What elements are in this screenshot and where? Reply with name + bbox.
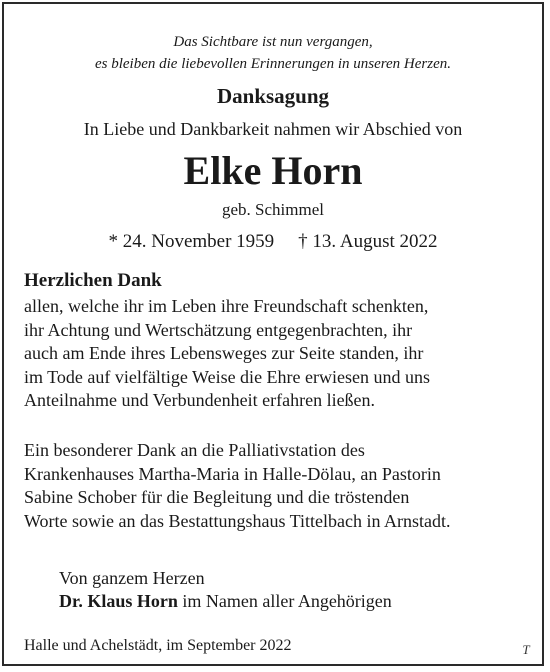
motto-line-2: es bleiben die liebevollen Erinnerungen in unseren Herzen. [94,56,451,72]
special-thanks-paragraph [24,439,534,533]
signature-line [59,591,392,612]
paragraph-line: allen, welche ihr im Leben ihre Freundschaft schenkten, [24,296,429,316]
paragraph-line: Krankenhauses Martha-Maria in Halle-Dölau, an Pastorin [24,463,441,484]
paragraph-line: ihr Achtung und Wertschätzung entgegenbrachten, ihr [24,319,413,340]
signer-name: Dr. Klaus Horn [59,591,178,611]
place-date: Halle und Achelstädt, im September 2022 [24,637,292,654]
publisher-logo-icon: T [522,642,530,657]
paragraph-line: Sabine Schober für die Begleitung und die tröstenden [24,487,410,507]
paragraph-line: Ein besonderer Dank an die Palliativstation des [24,440,365,460]
paragraph-line: Worte sowie an das Bestattungshaus Tittelbach in Arnstadt. [24,510,451,531]
paragraph-line: Anteilnahme und Verbundenheit erfahren ließen. [24,390,376,410]
obituary-card [2,2,544,666]
heading: Danksagung [216,84,330,108]
intro-text: In Liebe und Dankbarkeit nahmen wir Abschied von [83,119,463,139]
thanks-title: Herzlichen Dank [24,270,162,291]
signer-suffix: im Namen aller Angehörigen [177,591,392,611]
death-date: † 13. August 2022 [298,231,438,252]
deceased-name: Elke Horn [183,148,363,193]
paragraph-line: auch am Ende ihres Lebensweges zur Seite standen, ihr [24,343,424,363]
born-name: geb. Schimmel [222,200,324,219]
birth-date: * 24. November 1959 [108,231,275,252]
motto-line-1: Das Sichtbare ist nun vergangen, [173,34,373,50]
paragraph-line: im Tode auf vielfältige Weise die Ehre erwiesen und uns [24,366,431,387]
life-dates [4,231,542,253]
thanks-paragraph [24,295,534,413]
closing-line: Von ganzem Herzen [59,568,205,588]
